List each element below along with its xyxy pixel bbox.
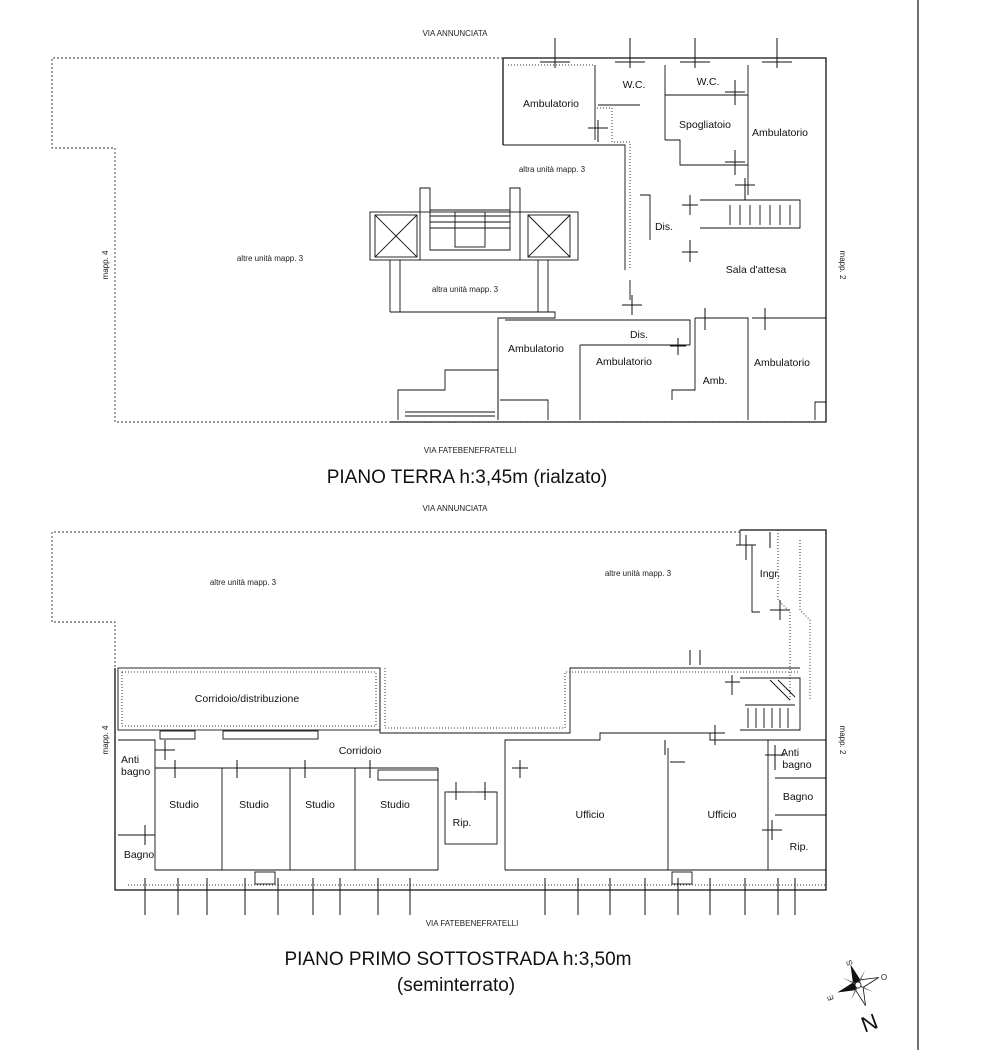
- room-label: Ambulatorio: [522, 98, 580, 110]
- inner-wall: [385, 668, 800, 728]
- lower-floor-title-line2: (seminterrato): [396, 975, 516, 996]
- side-label-right: mapp. 2: [838, 725, 847, 755]
- compass-rose-icon: [830, 957, 886, 1013]
- room-label-bagno: bagno: [121, 766, 151, 778]
- inner-wall: [380, 668, 800, 733]
- room-label: W.C.: [696, 76, 720, 88]
- window-ticks-top: [540, 38, 792, 68]
- room-label: Corridoio: [338, 745, 382, 757]
- street-label-bottom: VIA FATEBENEFRATELLI: [425, 919, 519, 928]
- room-label: Rip.: [789, 841, 809, 853]
- note-other-unit: altra unità mapp. 3: [518, 165, 586, 174]
- inner-wall: [700, 318, 748, 420]
- compass-point-o: O: [880, 973, 888, 982]
- lower-floor-plan: [52, 504, 847, 996]
- inner-wall: [740, 530, 760, 612]
- room-label: Ingr.: [759, 568, 781, 580]
- room-label: Ufficio: [707, 809, 737, 821]
- room-label: Spogliatoio: [679, 119, 731, 131]
- stair-line: [800, 540, 810, 700]
- side-label-left: mapp. 4: [101, 250, 110, 280]
- office-walls: [505, 740, 826, 870]
- entrance: [398, 370, 498, 420]
- stair-lower: [740, 678, 800, 730]
- compass-north-letter: N: [857, 1008, 882, 1038]
- wall-segment: [255, 872, 275, 884]
- room-label: Studio: [239, 799, 269, 811]
- ground-floor-title: PIANO TERRA h:3,45m (rialzato): [326, 467, 608, 488]
- room-label: Ambulatorio: [507, 343, 565, 355]
- room-label: Ambulatorio: [753, 357, 811, 369]
- room-label: Studio: [305, 799, 335, 811]
- room-label: Bagno: [123, 849, 155, 861]
- room-label: Dis.: [629, 329, 649, 341]
- compass-point-s: S: [844, 958, 855, 967]
- inner-wall: [640, 195, 650, 240]
- stair-steps: [730, 205, 790, 225]
- side-label-left: mapp. 4: [101, 725, 110, 755]
- room-label: Ambulatorio: [751, 127, 809, 139]
- studio-walls: [155, 768, 438, 870]
- room-label-bagno: bagno: [782, 759, 812, 771]
- inner-wall: [672, 318, 695, 400]
- room-label: Amb.: [702, 375, 728, 387]
- inner-wall: [815, 402, 826, 420]
- room-label: Ufficio: [575, 809, 605, 821]
- inner-wall: [390, 312, 555, 420]
- room-label: Ambulatorio: [595, 356, 653, 368]
- room-label: Sala d'attesa: [725, 264, 787, 276]
- inner-wall: [665, 140, 748, 165]
- street-label-top: VIA ANNUNCIATA: [422, 504, 488, 513]
- street-label-bottom: VIA FATEBENEFRATELLI: [423, 446, 517, 455]
- note-other-units: altre unità mapp. 3: [604, 569, 672, 578]
- lower-floor-title-line1: PIANO PRIMO SOTTOSTRADA h:3,50m: [284, 949, 632, 970]
- street-label-top: VIA ANNUNCIATA: [422, 29, 488, 38]
- ground-floor-plan: [52, 29, 847, 488]
- note-other-unit: altra unità mapp. 3: [431, 285, 499, 294]
- wall-segment: [160, 731, 195, 739]
- compass-point-e: E: [825, 993, 836, 1002]
- room-label: W.C.: [622, 79, 646, 91]
- entrance: [500, 400, 548, 420]
- neighbor-outline: [52, 532, 740, 668]
- room-label-anti: Anti: [780, 747, 800, 759]
- room-label-anti: Anti: [121, 754, 140, 766]
- neighbor-outline: [52, 58, 503, 422]
- wall-segment: [223, 731, 318, 739]
- room-label: Bagno: [782, 791, 814, 803]
- side-label-right: mapp. 2: [838, 250, 847, 280]
- room-label: Corridoio/distribuzione: [194, 693, 300, 705]
- wall-segment: [672, 872, 692, 884]
- room-label: Studio: [380, 799, 410, 811]
- room-label: Dis.: [654, 221, 674, 233]
- inner-wall: [505, 320, 690, 345]
- room-label: Rip.: [452, 817, 472, 829]
- note-other-units: altre unità mapp. 3: [209, 578, 277, 587]
- note-other-units: altre unità mapp. 3: [236, 254, 304, 263]
- room-label: Studio: [169, 799, 199, 811]
- window-ticks-bottom: [145, 878, 795, 915]
